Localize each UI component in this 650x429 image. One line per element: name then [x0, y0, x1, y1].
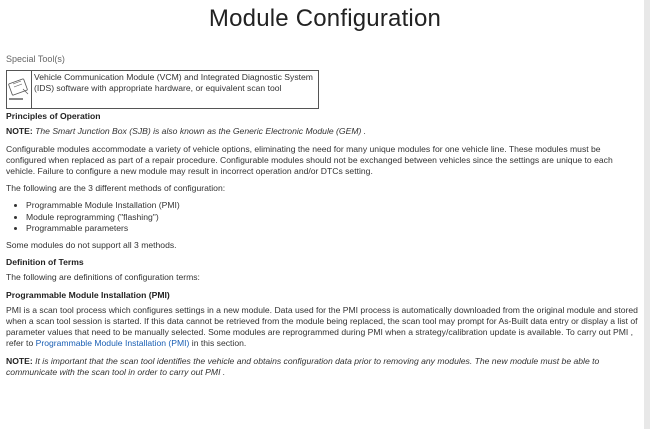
configurable-modules-paragraph: Configurable modules accommodate a variety of vehicle options, eliminating the need for many unique modules for one vehicle line. These modules must be configured when replaced as part of a repair procedure. Configurable modules should not be exchanged between vehicles since the settings are unique to each vehicle. Failure to configure a new module may result in incorrect operation and/or DTCs setting. [6, 143, 613, 177]
special-tools-table [6, 70, 319, 109]
tool-description: Vehicle Communication Module (VCM) and Integrated Diagnostic System (IDS) software with appropriate hardware, or equivalent scan tool [34, 72, 313, 94]
methods-list [6, 200, 642, 234]
document-body [6, 54, 642, 384]
pmi-heading: Programmable Module Installation (PMI) [6, 289, 170, 300]
list-item: • Programmable Module Installation (PMI) [26, 200, 642, 211]
pmi-text-end: in this section. [189, 338, 247, 349]
methods-support-note: Some modules do not support all 3 methods. [6, 240, 177, 251]
pmi-link[interactable]: Programmable Module Installation (PMI) [35, 338, 190, 349]
note-label: NOTE: [6, 126, 33, 137]
note-scan-tool [6, 356, 642, 378]
vcm-device-icon [7, 71, 32, 108]
methods-intro: The following are the 3 different methods of configuration: [6, 183, 226, 194]
definitions-heading: Definition of Terms [6, 257, 84, 268]
principles-heading: Principles of Operation [6, 111, 101, 122]
note-label: NOTE: [6, 355, 33, 366]
special-tools-label: Special Tool(s) [6, 54, 65, 64]
definitions-intro: The following are definitions of configuration terms: [6, 272, 200, 283]
pmi-text: PMI is a scan tool process which configures settings in a new module. Data used for the PMI process is automatically downloaded from the original module and stored when a scan tool session is started. If this data cannot be retrieved from the module being replaced, the scan tool may prompt for As-Built data entry or display a list of parameter values that need to be manually selected. Some modules are reprogrammed during PMI when a strategy/calibration update is available. To carry out PMI , refer to [6, 304, 638, 349]
page-title: Module Configuration [208, 5, 442, 32]
pmi-paragraph [6, 305, 642, 350]
note-text: It is important that the scan tool identifies the vehicle and obtains configuration data prior to removing any modules. The new module must be able to communicate with the scan tool in order to carry out PMI . [6, 355, 600, 377]
list-item: • Module reprogramming ("flashing") [26, 212, 642, 223]
list-item: • Programmable parameters [26, 223, 642, 234]
note-sjb [6, 126, 642, 137]
scrollbar-track[interactable] [644, 0, 650, 429]
note-text: The Smart Junction Box (SJB) is also known as the Generic Electronic Module (GEM) . [35, 126, 367, 137]
